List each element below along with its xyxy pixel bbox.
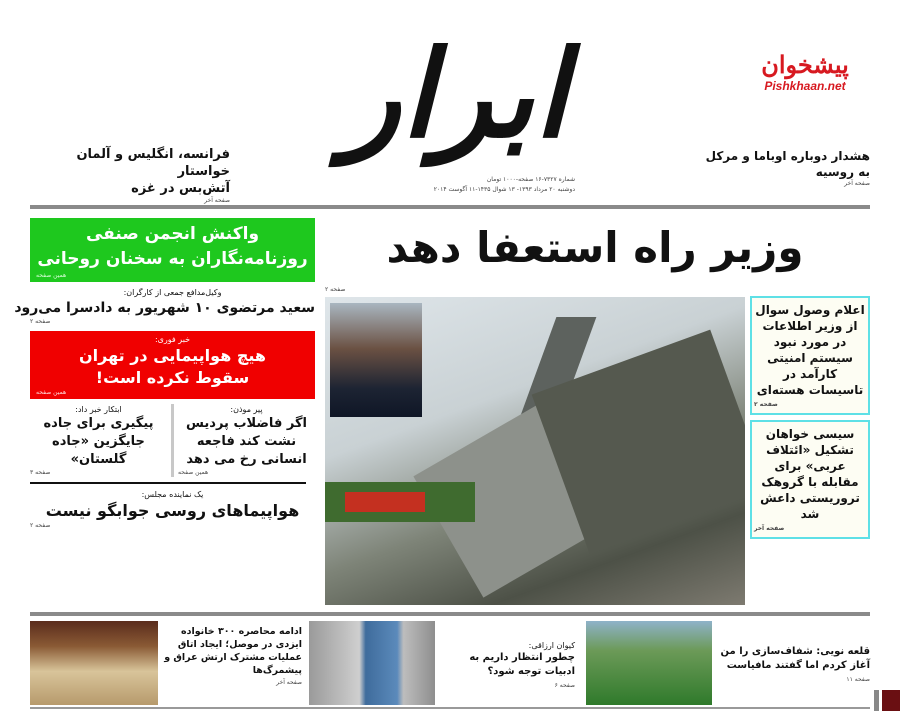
page-ref: صفحه ۲ <box>30 522 51 529</box>
story-kicker: ابتکار خبر داد: <box>75 405 122 414</box>
story-headline: اگر فاضلاب پردیس نشت کند فاجعه انسانی رخ می دهد <box>186 416 307 467</box>
page-ref: همین صفحه <box>178 469 209 476</box>
page-ref: همین صفحه <box>36 272 67 279</box>
column-divider <box>171 404 174 477</box>
two-column-stories <box>30 404 315 477</box>
bottom-divider <box>30 612 870 616</box>
bottom-story-3[interactable] <box>162 625 302 687</box>
main-headline[interactable]: وزیر راه استعفا دهد <box>386 223 804 272</box>
green-box-headline: واکنش انجمن صنفی روزنامه‌نگاران به سخنان روحانی <box>37 224 308 269</box>
story-golestan-road[interactable] <box>30 404 167 477</box>
page-ref: صفحه آخر <box>204 197 230 204</box>
date-line: دوشنبه ۲۰ مرداد ۱۳۹۳- ۱۳ شوال ۱۴۳۵-۱۱ آگوست ۲۰۱۴ <box>433 186 575 193</box>
header-left-story[interactable] <box>40 146 230 205</box>
story-kicker: وکیل‌مدافع جمعی از کارگران: <box>123 288 222 297</box>
page-ref: صفحه آخر <box>754 525 785 532</box>
mosul-photo <box>30 621 158 705</box>
story-headline: هواپیماهای روسی جوابگو نیست <box>45 501 300 520</box>
story-kicker: پیر موذن: <box>230 405 263 414</box>
story-kicker: کیوان ارزاقی: <box>528 641 575 650</box>
corner-mark-red <box>882 690 900 711</box>
section-divider <box>30 482 306 484</box>
header-divider <box>30 205 870 209</box>
bottom-story-2[interactable] <box>440 640 575 690</box>
football-photo <box>586 621 712 705</box>
page-ref: صفحه آخر <box>276 679 302 686</box>
breaking-headline: هیچ هواپیمایی در تهران سقوط نکرده است! <box>78 346 267 387</box>
side-story-2[interactable] <box>750 420 870 539</box>
story-mortazavi[interactable] <box>14 287 315 326</box>
main-headline-page: صفحه ۲ <box>325 286 346 293</box>
green-headline-box[interactable] <box>30 218 315 282</box>
page-ref: صفحه ۲ <box>30 318 51 325</box>
story-kicker: یک نماینده مجلس: <box>141 490 204 499</box>
masthead-title: ابرار <box>342 24 568 165</box>
story-headline: ادامه محاصره ۳۰۰ خانواده ایزدی در موصل؛ ایجاد اتاق عملیات مشترک ارتش عراق و پیشمرگ‌ها <box>164 626 302 676</box>
page-ref: صفحه ۶ <box>554 682 575 689</box>
story-russian-planes[interactable] <box>30 489 315 530</box>
breaking-kicker: خبر فوری: <box>154 335 191 344</box>
side-story-1-text: اعلام وصول سوال از وزیر اطلاعات در مورد نبود سیستم امنیتی کارآمد در تاسیسات هسته‌ای <box>755 303 865 397</box>
story-headline: قلعه نویی: شفاف‌سازی را من آغاز کردم اما گفتند مافیاست <box>720 646 870 671</box>
footer-rule <box>30 707 870 709</box>
right-column <box>750 296 870 539</box>
left-column <box>14 218 315 530</box>
minister-portrait-photo <box>330 303 422 417</box>
page-ref: صفحه ۳ <box>30 469 51 476</box>
page-ref: صفحه ۲ <box>754 401 778 408</box>
issue-line: شماره ۷۳۲۷-۱۶ صفحه-۱۰۰۰ تومان <box>486 176 575 183</box>
page-ref: صفحه ۱۱ <box>846 676 870 683</box>
author-photo <box>309 621 435 705</box>
bottom-story-1[interactable] <box>715 645 870 684</box>
header-left-line1: فرانسه، انگلیس و آلمان خواستار <box>76 147 230 179</box>
pishkhaan-logo[interactable] <box>755 50 855 125</box>
story-headline: چطور انتظار داریم به ادبیات توجه شود؟ <box>469 652 575 677</box>
side-story-2-text: سیسی خواهان تشکیل «ائتلاف عربی» برای مقابله با گروهک تروریستی داعش شد <box>760 427 860 521</box>
header-left-line2: آتش‌بس در غزه <box>131 181 230 196</box>
story-headline: پیگیری برای جاده جایگزین «جاده گلستان» <box>43 416 154 467</box>
story-headline: سعید مرتضوی ۱۰ شهریور به دادسرا می‌رود <box>14 300 315 316</box>
header-right-line2: به روسیه <box>815 165 870 179</box>
story-pardis[interactable] <box>178 404 315 477</box>
red-breaking-news-box[interactable] <box>30 331 315 399</box>
logo-text-fa: پیشخوان <box>761 50 849 79</box>
page-ref: همین صفحه <box>36 389 67 396</box>
header-right-story[interactable] <box>690 148 870 188</box>
header-right-line1: هشدار دوباره اوباما و مرکل <box>705 149 870 163</box>
side-story-1[interactable] <box>750 296 870 415</box>
page-ref: صفحه آخر <box>844 180 870 187</box>
corner-mark-gray <box>874 690 879 711</box>
logo-text-en: Pishkhaan.net <box>764 79 846 93</box>
